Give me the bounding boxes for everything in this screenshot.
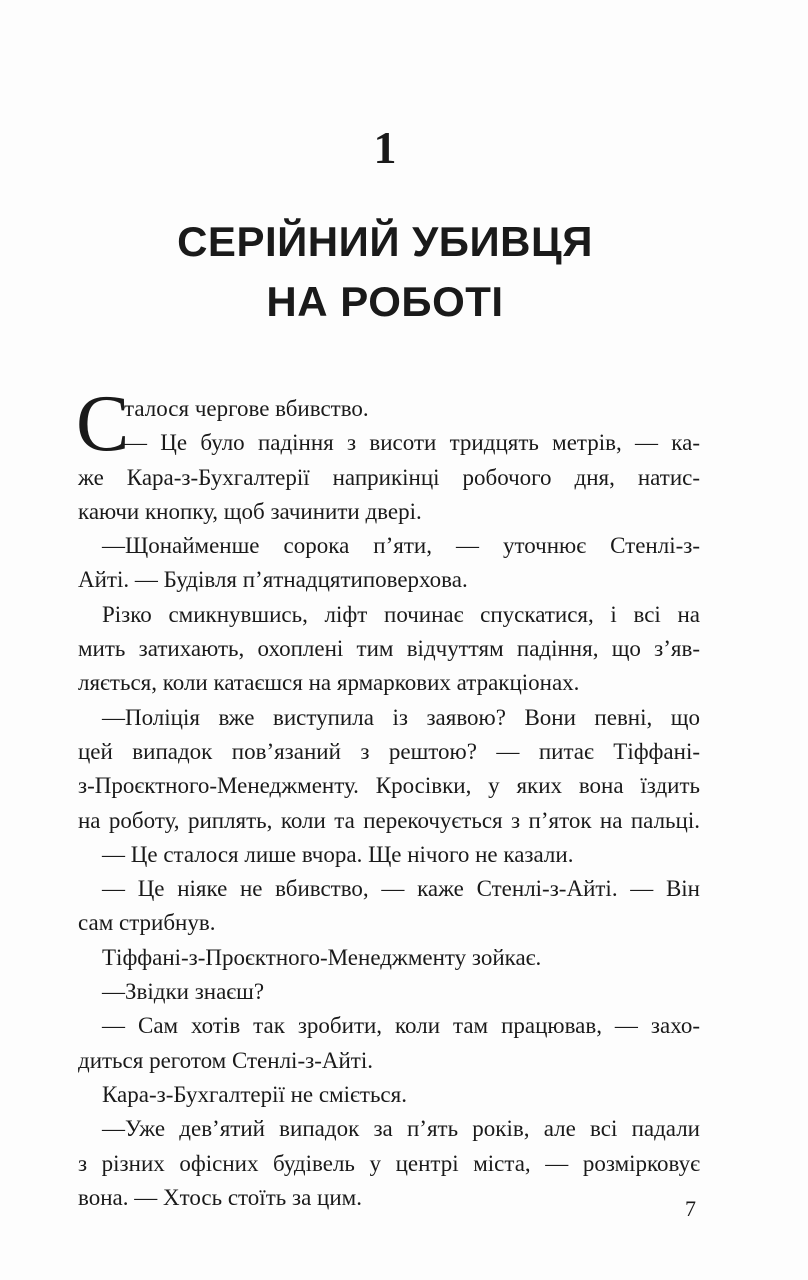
page-number: 7	[685, 1196, 696, 1221]
text-line: —Поліція вже виступила із заявою? Вони певні, що	[102, 704, 700, 730]
text-line: — Це ніяке не вбивство, — каже Стенлі-з-Айті. — Він	[102, 876, 700, 902]
text-line: —Щонайменше сорока п’яти, — уточнює Стенлі-з-	[102, 533, 700, 559]
text-line: —Звідки знаєш?	[102, 979, 265, 1005]
text-line: з різних офісних будівель у центрі міста, — розмірковує	[78, 1150, 700, 1176]
text-line: з-Проєктного-Менеджменту. Кросівки, у яких вона їздить	[78, 773, 700, 799]
text-line: Різко смикнувшись, ліфт починає спускатися, і всі на	[102, 601, 700, 627]
text-line: вона. — Хтось стоїть за цим.	[78, 1184, 362, 1210]
text-line: диться реготом Стенлі-з-Айті.	[78, 1047, 373, 1073]
chapter-body-text	[78, 392, 700, 1215]
text-line: талося чергове вбивство.	[124, 396, 369, 421]
text-line: — Це було падіння з висоти тридцять метрів, — ка-	[124, 430, 700, 456]
text-line: на роботу, риплять, коли та перекочується з п’яток на пальці.	[78, 807, 700, 833]
text-line: Кара-з-Бухгалтерії не сміється.	[102, 1081, 407, 1107]
text-line: ляється, коли катаєшся на ярмаркових атракціонах.	[78, 670, 580, 696]
chapter-number: 1	[373, 122, 397, 173]
text-line: Тіффані-з-Проєктного-Менеджменту зойкає.	[102, 944, 542, 970]
text-line: мить затихають, охоплені тим відчуттям падіння, що з’яв-	[78, 636, 700, 662]
text-line: же Кара-з-Бухгалтерії наприкінці робочого дня, натис-	[78, 464, 700, 490]
text-line: цей випадок пов’язаний з рештою? — питає Тіффані-	[78, 738, 700, 764]
text-line: сам стрибнув.	[78, 910, 216, 936]
text-line: каючи кнопку, щоб зачинити двері.	[78, 498, 422, 524]
text-line: — Це сталося лише вчора. Ще нічого не казали.	[102, 841, 574, 867]
chapter-title-line: НА РОБОТІ	[266, 278, 504, 325]
drop-cap-letter: С	[76, 380, 130, 468]
chapter-title	[0, 212, 770, 332]
text-line: —Уже дев’ятий випадок за п’ять років, але всі падали	[102, 1116, 700, 1142]
chapter-title-line: СЕРІЙНИЙ УБИВЦЯ	[177, 218, 593, 265]
text-line: — Сам хотів так зробити, коли там працював, — захо-	[102, 1013, 700, 1039]
text-line: Айті. — Будівля п’ятнадцятиповерхова.	[78, 567, 468, 593]
